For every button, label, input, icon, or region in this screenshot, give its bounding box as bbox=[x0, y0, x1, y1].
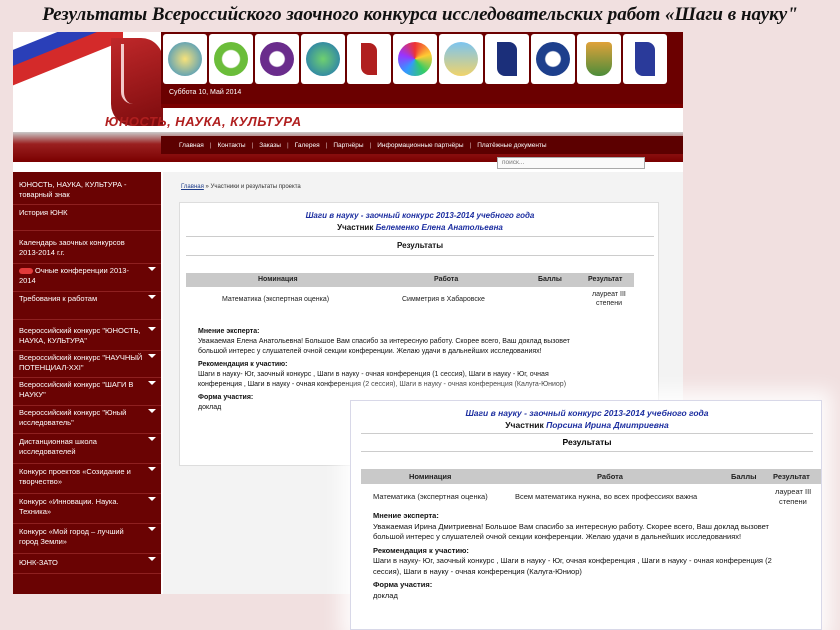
divider bbox=[361, 451, 813, 452]
recommendation-text: Шаги в науку- Юг, заочный конкурс , Шаги в науку - очная конференция (1 сессия), Шаги в науку - Юг, очная конференция , Шаги в науку - очная конференция (2 сессия), Шаги в науку - очная конференция (Калуга-Юниор) bbox=[198, 371, 567, 388]
colorful-flower-emblem-icon[interactable] bbox=[393, 34, 437, 84]
form-value: доклад bbox=[373, 590, 398, 600]
green-plant-logo-icon[interactable] bbox=[209, 34, 253, 84]
expert-label: Мнение эксперта: bbox=[373, 511, 439, 520]
divider bbox=[186, 236, 654, 237]
participant-line: Участник Белеменко Елена Анатольевна bbox=[337, 223, 503, 232]
form-value: доклад bbox=[198, 404, 222, 411]
nav-contacts[interactable]: Контакты bbox=[217, 141, 246, 149]
contest-title: Шаги в науку - заочный конкурс 2013-2014 учебного года bbox=[465, 408, 709, 418]
chevron-down-icon[interactable] bbox=[148, 409, 156, 413]
blue-book-logo-icon[interactable] bbox=[485, 34, 529, 84]
lighthouse-emblem-icon[interactable] bbox=[439, 34, 483, 84]
red-book-logo-icon[interactable] bbox=[347, 34, 391, 84]
sidebar-item-requirements[interactable]: Требования к работам bbox=[13, 292, 161, 320]
breadcrumb-current: Участники и результаты проекта bbox=[210, 184, 301, 190]
breadcrumb-home[interactable]: Главная bbox=[181, 184, 204, 190]
nav-home[interactable]: Главная bbox=[179, 141, 204, 149]
expert-label: Мнение эксперта: bbox=[198, 328, 260, 335]
cell-result-2: степени bbox=[596, 300, 622, 307]
participant-line: Участник Порсина Ирина Дмитриевна bbox=[505, 420, 669, 430]
chevron-down-icon[interactable] bbox=[148, 527, 156, 531]
breadcrumb: Главная » Участники и результаты проекта bbox=[181, 184, 301, 190]
academy-emblem-icon[interactable] bbox=[531, 34, 575, 84]
globe-emblem-icon[interactable] bbox=[301, 34, 345, 84]
recommendation-text: Шаги в науку- Юг, заочный конкурс , Шаги в науку - Юг, очная конференция , Шаги в науку - очная конференция (2 сессия), Шаги в науку - очная конференция (Калуга-Юниор) bbox=[373, 556, 772, 576]
sidebar bbox=[13, 172, 161, 594]
table-header bbox=[361, 469, 822, 484]
participant-name: Белеменко Елена Анатольевна bbox=[375, 223, 503, 232]
cell-result: лауреат III bbox=[592, 291, 626, 298]
chevron-down-icon[interactable] bbox=[148, 437, 156, 441]
cell-work: Симметрия в Хабаровске bbox=[402, 296, 485, 303]
table-header bbox=[186, 273, 634, 287]
expert-text: Уважаемая Ирина Дмитриевна! Большое Вам спасибо за интересную работу. Скорее всего, Ваш доклад вызовет большой интерес у слушателей очной секции конференции. Желаю удачи в дальнейших исследованиях! bbox=[373, 521, 769, 541]
col-score: Баллы bbox=[538, 276, 562, 283]
sidebar-item-young-researcher[interactable]: Всероссийский конкурс "Юный исследователь" bbox=[13, 406, 161, 434]
partner-logos-bar bbox=[161, 32, 683, 84]
nav-payment-docs[interactable]: Платёжные документы bbox=[477, 141, 547, 149]
divider bbox=[361, 433, 813, 434]
col-score: Баллы bbox=[731, 472, 757, 481]
brand-title: ЮНОСТЬ, НАУКА, КУЛЬТУРА bbox=[105, 114, 302, 129]
col-work: Работа bbox=[434, 276, 459, 283]
recommendation-label: Рекомендация к участию: bbox=[373, 545, 469, 555]
results-heading: Результаты bbox=[396, 241, 444, 250]
sidebar-item-distance-school[interactable]: Дистанционная школа исследователей bbox=[13, 434, 161, 464]
expert-section bbox=[373, 511, 773, 601]
sidebar-item-innovation-contest[interactable]: Конкурс «Инновации. Наука. Техника» bbox=[13, 494, 161, 524]
site-header bbox=[13, 32, 683, 132]
red-book-logo-icon bbox=[111, 38, 163, 126]
results-heading: Результаты bbox=[562, 437, 612, 447]
new-badge-icon bbox=[19, 268, 33, 274]
table-row bbox=[186, 293, 634, 315]
expert-text: Уважаемая Елена Анатольевна! Большое Вам спасибо за интересную работу. Скорее всего, Ваш доклад вызовет большой интерес у слушателей очной секции конференции. Желаю удачи в дальнейших исследованиях! bbox=[198, 338, 570, 355]
cell-result-2: степени bbox=[779, 497, 807, 506]
current-date: Суббота 10, Май 2014 bbox=[161, 84, 683, 104]
nav-orders[interactable]: Заказы bbox=[259, 141, 281, 149]
sidebar-item-zato[interactable]: ЮНК-ЗАТО bbox=[13, 554, 161, 574]
sidebar-item-ynk-contest[interactable]: Всероссийский конкурс "ЮНОСТЬ, НАУКА, КУЛЬТУРА" bbox=[13, 324, 161, 351]
nav-gallery[interactable]: Галерея bbox=[294, 141, 320, 149]
chevron-down-icon[interactable] bbox=[148, 497, 156, 501]
col-result: Результат bbox=[588, 276, 623, 283]
chevron-down-icon[interactable] bbox=[148, 467, 156, 471]
cell-nomination: Математика (экспертная оценка) bbox=[373, 492, 488, 501]
col-nomination: Номинация bbox=[409, 472, 452, 481]
top-navigation: Главная | Контакты | Заказы | Галерея | Партнёры | Информационные партнёры | Платёжные документы bbox=[161, 136, 683, 154]
sidebar-item-creation-contest[interactable]: Конкурс проектов «Созидание и творчество» bbox=[13, 464, 161, 494]
recommendation-label: Рекомендация к участию: bbox=[198, 361, 288, 368]
chevron-down-icon[interactable] bbox=[148, 557, 156, 561]
divider bbox=[186, 255, 654, 256]
sidebar-item-trademark[interactable]: ЮНОСТЬ, НАУКА, КУЛЬТУРА - товарный знак bbox=[13, 178, 161, 205]
sidebar-item-city-contest[interactable]: Конкурс «Мой город – лучший город Земли» bbox=[13, 524, 161, 554]
cell-work: Всем математика нужна, во всех профессиях важна bbox=[515, 492, 698, 501]
search-input[interactable]: поиск... bbox=[497, 157, 645, 169]
second-result-screenshot bbox=[350, 400, 822, 630]
nav-info-partners[interactable]: Информационные партнёры bbox=[377, 141, 464, 149]
slide-title: Результаты Всероссийского заочного конкурса исследовательских работ «Шаги в науку" bbox=[42, 4, 798, 25]
header-divider bbox=[161, 104, 683, 108]
nav-partners[interactable]: Партнёры bbox=[333, 141, 364, 149]
chevron-down-icon[interactable] bbox=[148, 354, 156, 358]
contest-title: Шаги в науку - заочный конкурс 2013-2014 учебного года bbox=[305, 211, 535, 220]
sidebar-item-conferences[interactable]: Очные конференции 2013-2014 bbox=[13, 264, 161, 292]
table-row bbox=[361, 489, 822, 511]
chevron-down-icon[interactable] bbox=[148, 267, 156, 271]
purple-figure-logo-icon[interactable] bbox=[255, 34, 299, 84]
sidebar-item-calendar[interactable]: Календарь заочных конкурсов 2013-2014 г.г. bbox=[13, 236, 161, 264]
participant-name: Порсина Ирина Дмитриевна bbox=[546, 420, 669, 430]
form-label: Форма участия: bbox=[198, 394, 254, 401]
col-work: Работа bbox=[597, 472, 623, 481]
form-label: Форма участия: bbox=[373, 580, 433, 589]
col-result: Результат bbox=[773, 472, 810, 481]
cell-result: лауреат III bbox=[775, 487, 812, 496]
col-nomination: Номинация bbox=[258, 276, 298, 283]
chevron-down-icon[interactable] bbox=[148, 381, 156, 385]
eagle-emblem-icon[interactable] bbox=[163, 34, 207, 84]
sidebar-item-steps-contest[interactable]: Всероссийский конкурс "ШАГИ В НАУКУ" bbox=[13, 378, 161, 406]
chevron-down-icon[interactable] bbox=[148, 327, 156, 331]
sidebar-item-history[interactable]: История ЮНК bbox=[13, 205, 161, 231]
chevron-down-icon[interactable] bbox=[148, 295, 156, 299]
cell-nomination: Математика (экспертная оценка) bbox=[222, 296, 330, 303]
sidebar-item-potential-contest[interactable]: Всероссийский конкурс "НАУЧНЫЙ ПОТЕНЦИАЛ-XXI" bbox=[13, 351, 161, 378]
blue-book-logo-icon[interactable] bbox=[623, 34, 667, 84]
coat-of-arms-icon[interactable] bbox=[577, 34, 621, 84]
russian-flag-icon bbox=[13, 32, 123, 122]
